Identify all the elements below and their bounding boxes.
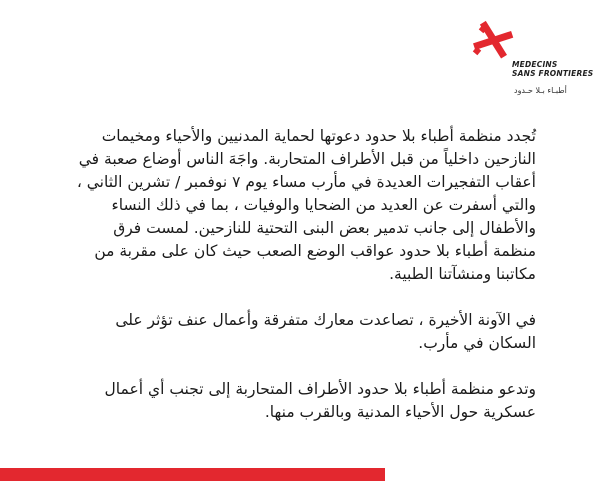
logo-text-medecins: MEDECINS xyxy=(512,60,558,69)
paragraph-3: وتدعو منظمة أطباء بلا حدود الأطراف المتحاربة إلى تجنب أي أعمال عسكرية حول الأحياء المدنية وبالقرب منها. xyxy=(104,380,536,421)
accent-bar xyxy=(0,468,385,481)
msf-runner-icon xyxy=(470,18,514,62)
statement-text xyxy=(76,125,536,447)
paragraph-1: تُجدد منظمة أطباء بلا حدود دعوتها لحماية المدنيين والأحياء ومخيمات النازحين داخلياً من قبل الأطراف المتحاربة. واجَهَ الناس أوضاع صعبة في أعقاب التفجيرات العديدة في مأرب مساء يوم ٧ نوفمبر / تشرين الثاني ، والتي أسفرت عن العديد من الضحايا والوفيات ، بما في ذلك النساء والأطفال إلى جانب تدمير بعض البنى التحتية للنازحين. لمست فرق منظمة أطباء بلا حدود عواقب الوضع الصعب حيث كان على مقربة من مكاتبنا ومنشآتنا الطبية. xyxy=(76,127,536,283)
logo-text-sans-frontieres: SANS FRONTIERES xyxy=(512,69,594,78)
msf-logo xyxy=(470,18,594,98)
logo-arabic-text: أطبـاء بـلا حـدود xyxy=(514,86,567,95)
paragraph-2: في الآونة الأخيرة ، تصاعدت معارك متفرقة وأعمال عنف تؤثر على السكان في مأرب. xyxy=(115,311,536,352)
